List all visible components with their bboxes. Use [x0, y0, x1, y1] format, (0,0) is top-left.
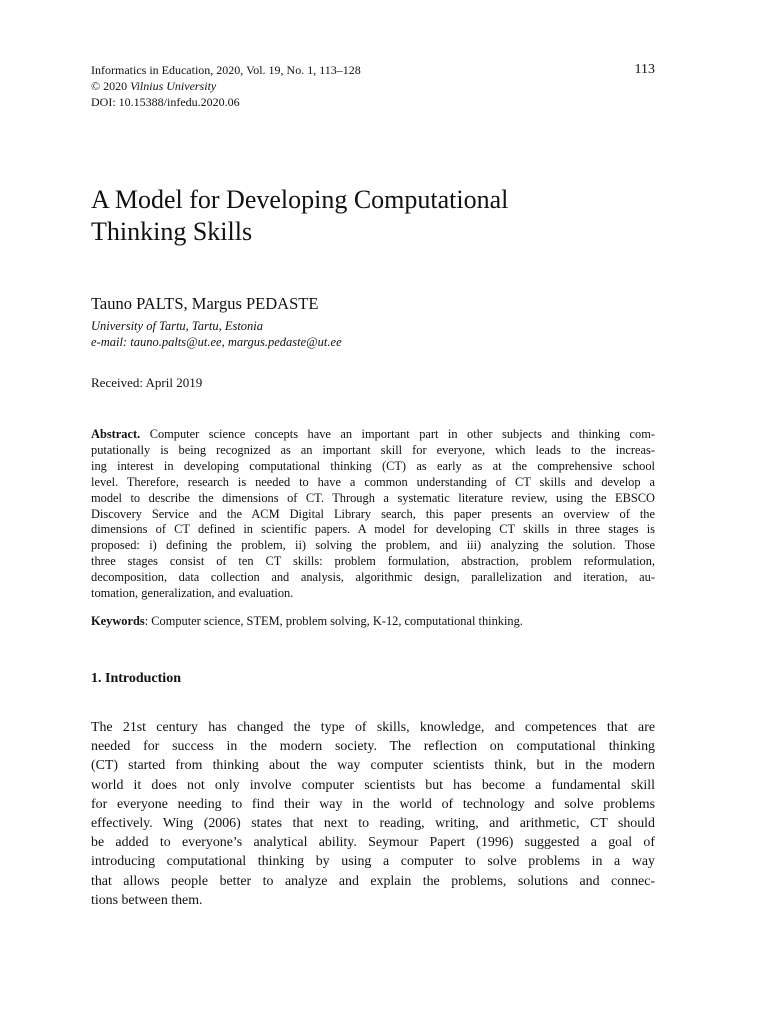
paragraph-line: needed for success in the modern society. The reflection on computational thinking — [91, 739, 655, 755]
paragraph-line: world it does not only involve computer scientists but has become a fundamental skill — [91, 777, 655, 793]
keywords-text: : Computer science, STEM, problem solving, K-12, computational thinking. — [144, 614, 523, 628]
abstract-line: Discovery Service and the ACM Digital Library search, this paper presents an overview of the — [91, 506, 655, 521]
abstract-label: Abstract. — [91, 427, 141, 441]
abstract-line-text: Computer science concepts have an important part in other subjects and thinking com- — [140, 427, 655, 441]
paragraph-line: (CT) started from thinking about the way computer scientists think, but in the modern — [91, 758, 655, 774]
abstract-line: ing interest in developing computational thinking (CT) as early as at the comprehensive school — [91, 458, 655, 473]
email-line: e-mail: tauno.palts@ut.ee, margus.pedaste@ut.ee — [91, 335, 342, 349]
paragraph-line: that allows people better to analyze and explain the problems, solutions and connec- — [91, 873, 655, 889]
paragraph-line: The 21st century has changed the type of skills, knowledge, and competences that are — [91, 720, 655, 735]
keywords-label: Keywords — [91, 614, 145, 628]
paragraph-line: for everyone needing to find their way in the world of technology and solve problems — [91, 796, 655, 812]
journal-header — [91, 62, 655, 110]
introduction-paragraph — [91, 718, 655, 910]
section-heading: 1. Introduction — [91, 671, 181, 686]
paragraph-line: be added to everyone’s analytical ability. Seymour Papert (1996) suggested a goal of — [91, 835, 655, 851]
affiliation-block — [91, 318, 342, 350]
copyright-line — [91, 78, 655, 94]
abstract-line: proposed: i) defining the problem, ii) solving the problem, and iii) analyzing the solution. Those — [91, 538, 655, 553]
title-line-1: A Model for Developing Computational — [91, 185, 509, 214]
abstract-line — [91, 427, 655, 443]
paragraph-line: effectively. Wing (2006) states that next to reading, writing, and arithmetic, CT should — [91, 816, 655, 832]
affiliation: University of Tartu, Tartu, Estonia — [91, 319, 264, 333]
abstract-line: putationally is being recognized as an important skill for everyone, which leads to the increas- — [91, 442, 655, 457]
paragraph-line: tions between them. — [91, 892, 203, 908]
doi-line: DOI: 10.15388/infedu.2020.06 — [91, 95, 240, 109]
abstract-line: dimensions of CT defined in scientific papers. A model for developing CT skills in three stages is — [91, 522, 655, 537]
title-line-2: Thinking Skills — [91, 217, 253, 246]
abstract-line: three stages consist of ten CT skills: problem formulation, abstraction, problem reformulation, — [91, 554, 655, 569]
author-names: Tauno PALTS, Margus PEDASTE — [91, 294, 319, 313]
page-number: 113 — [634, 62, 655, 77]
abstract-line: model to describe the dimensions of CT. Through a systematic literature review, using the EBSCO — [91, 490, 655, 505]
abstract-line: level. Therefore, research is needed to have a common understanding of CT skills and develop a — [91, 474, 655, 489]
copyright-prefix: © 2020 — [91, 79, 131, 93]
paper-title — [91, 184, 651, 248]
abstract — [91, 427, 655, 602]
abstract-line: decomposition, data collection and analysis, algorithmic design, parallelization and iteration, au- — [91, 570, 655, 585]
copyright-holder: Vilnius University — [130, 79, 217, 93]
abstract-line: tomation, generalization, and evaluation. — [91, 586, 294, 601]
received-date: Received: April 2019 — [91, 375, 203, 390]
keywords — [91, 613, 655, 629]
journal-citation: Informatics in Education, 2020, Vol. 19, No. 1, 113–128 — [91, 63, 361, 77]
paragraph-line: introducing computational thinking by using a computer to solve problems in a way — [91, 854, 655, 870]
